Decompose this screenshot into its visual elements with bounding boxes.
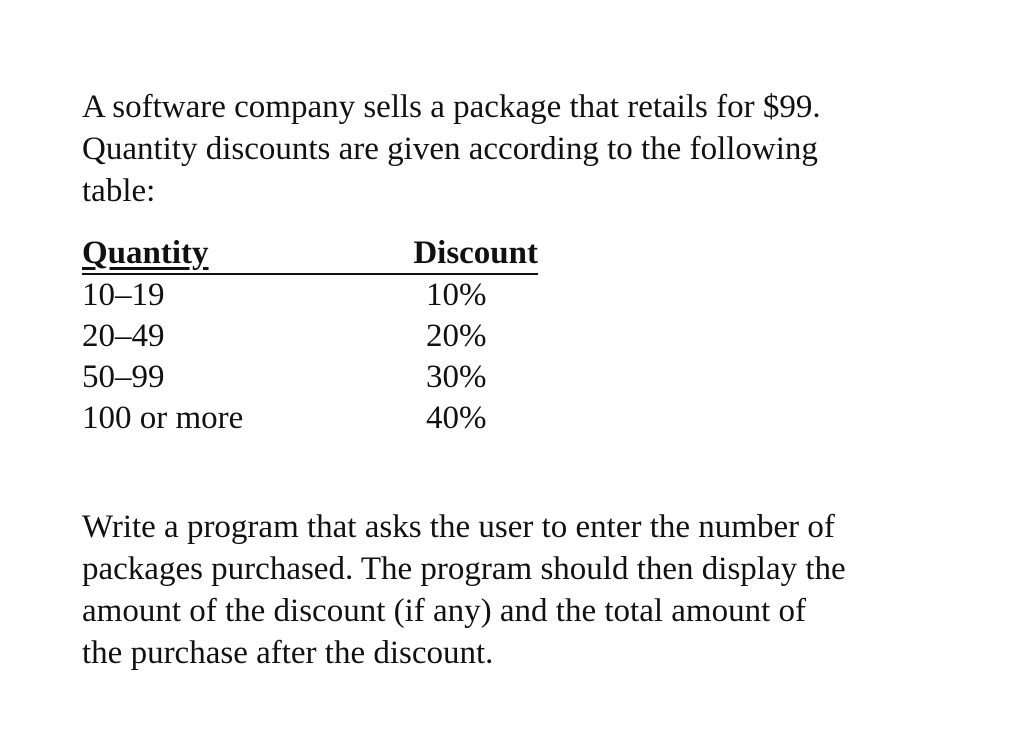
table-row xyxy=(82,316,538,357)
task-line: the purchase after the discount. xyxy=(82,635,494,671)
task-paragraph xyxy=(82,506,942,674)
discount-cell: 10% xyxy=(426,277,487,313)
quantity-cell: 100 or more xyxy=(82,400,244,436)
discount-header: Discount xyxy=(413,235,538,271)
table-row xyxy=(82,357,538,398)
task-line: Write a program that asks the user to enter the number of xyxy=(82,509,835,545)
discount-cell: 30% xyxy=(426,359,487,395)
discount-cell: 40% xyxy=(426,400,487,436)
intro-paragraph xyxy=(82,86,942,212)
intro-line: A software company sells a package that retails for $99. xyxy=(82,89,821,125)
quantity-cell: 20–49 xyxy=(82,318,165,354)
table-row xyxy=(82,398,538,439)
quantity-header: Quantity xyxy=(82,235,209,271)
table-header-row xyxy=(82,233,538,275)
intro-line: table: xyxy=(82,173,156,209)
quantity-cell: 50–99 xyxy=(82,359,165,395)
discount-cell: 20% xyxy=(426,318,487,354)
task-line: packages purchased. The program should then display the xyxy=(82,551,846,587)
intro-line: Quantity discounts are given according to the following xyxy=(82,131,818,167)
quantity-cell: 10–19 xyxy=(82,277,165,313)
task-line: amount of the discount (if any) and the total amount of xyxy=(82,593,806,629)
discount-table xyxy=(82,233,538,439)
table-row xyxy=(82,275,538,316)
